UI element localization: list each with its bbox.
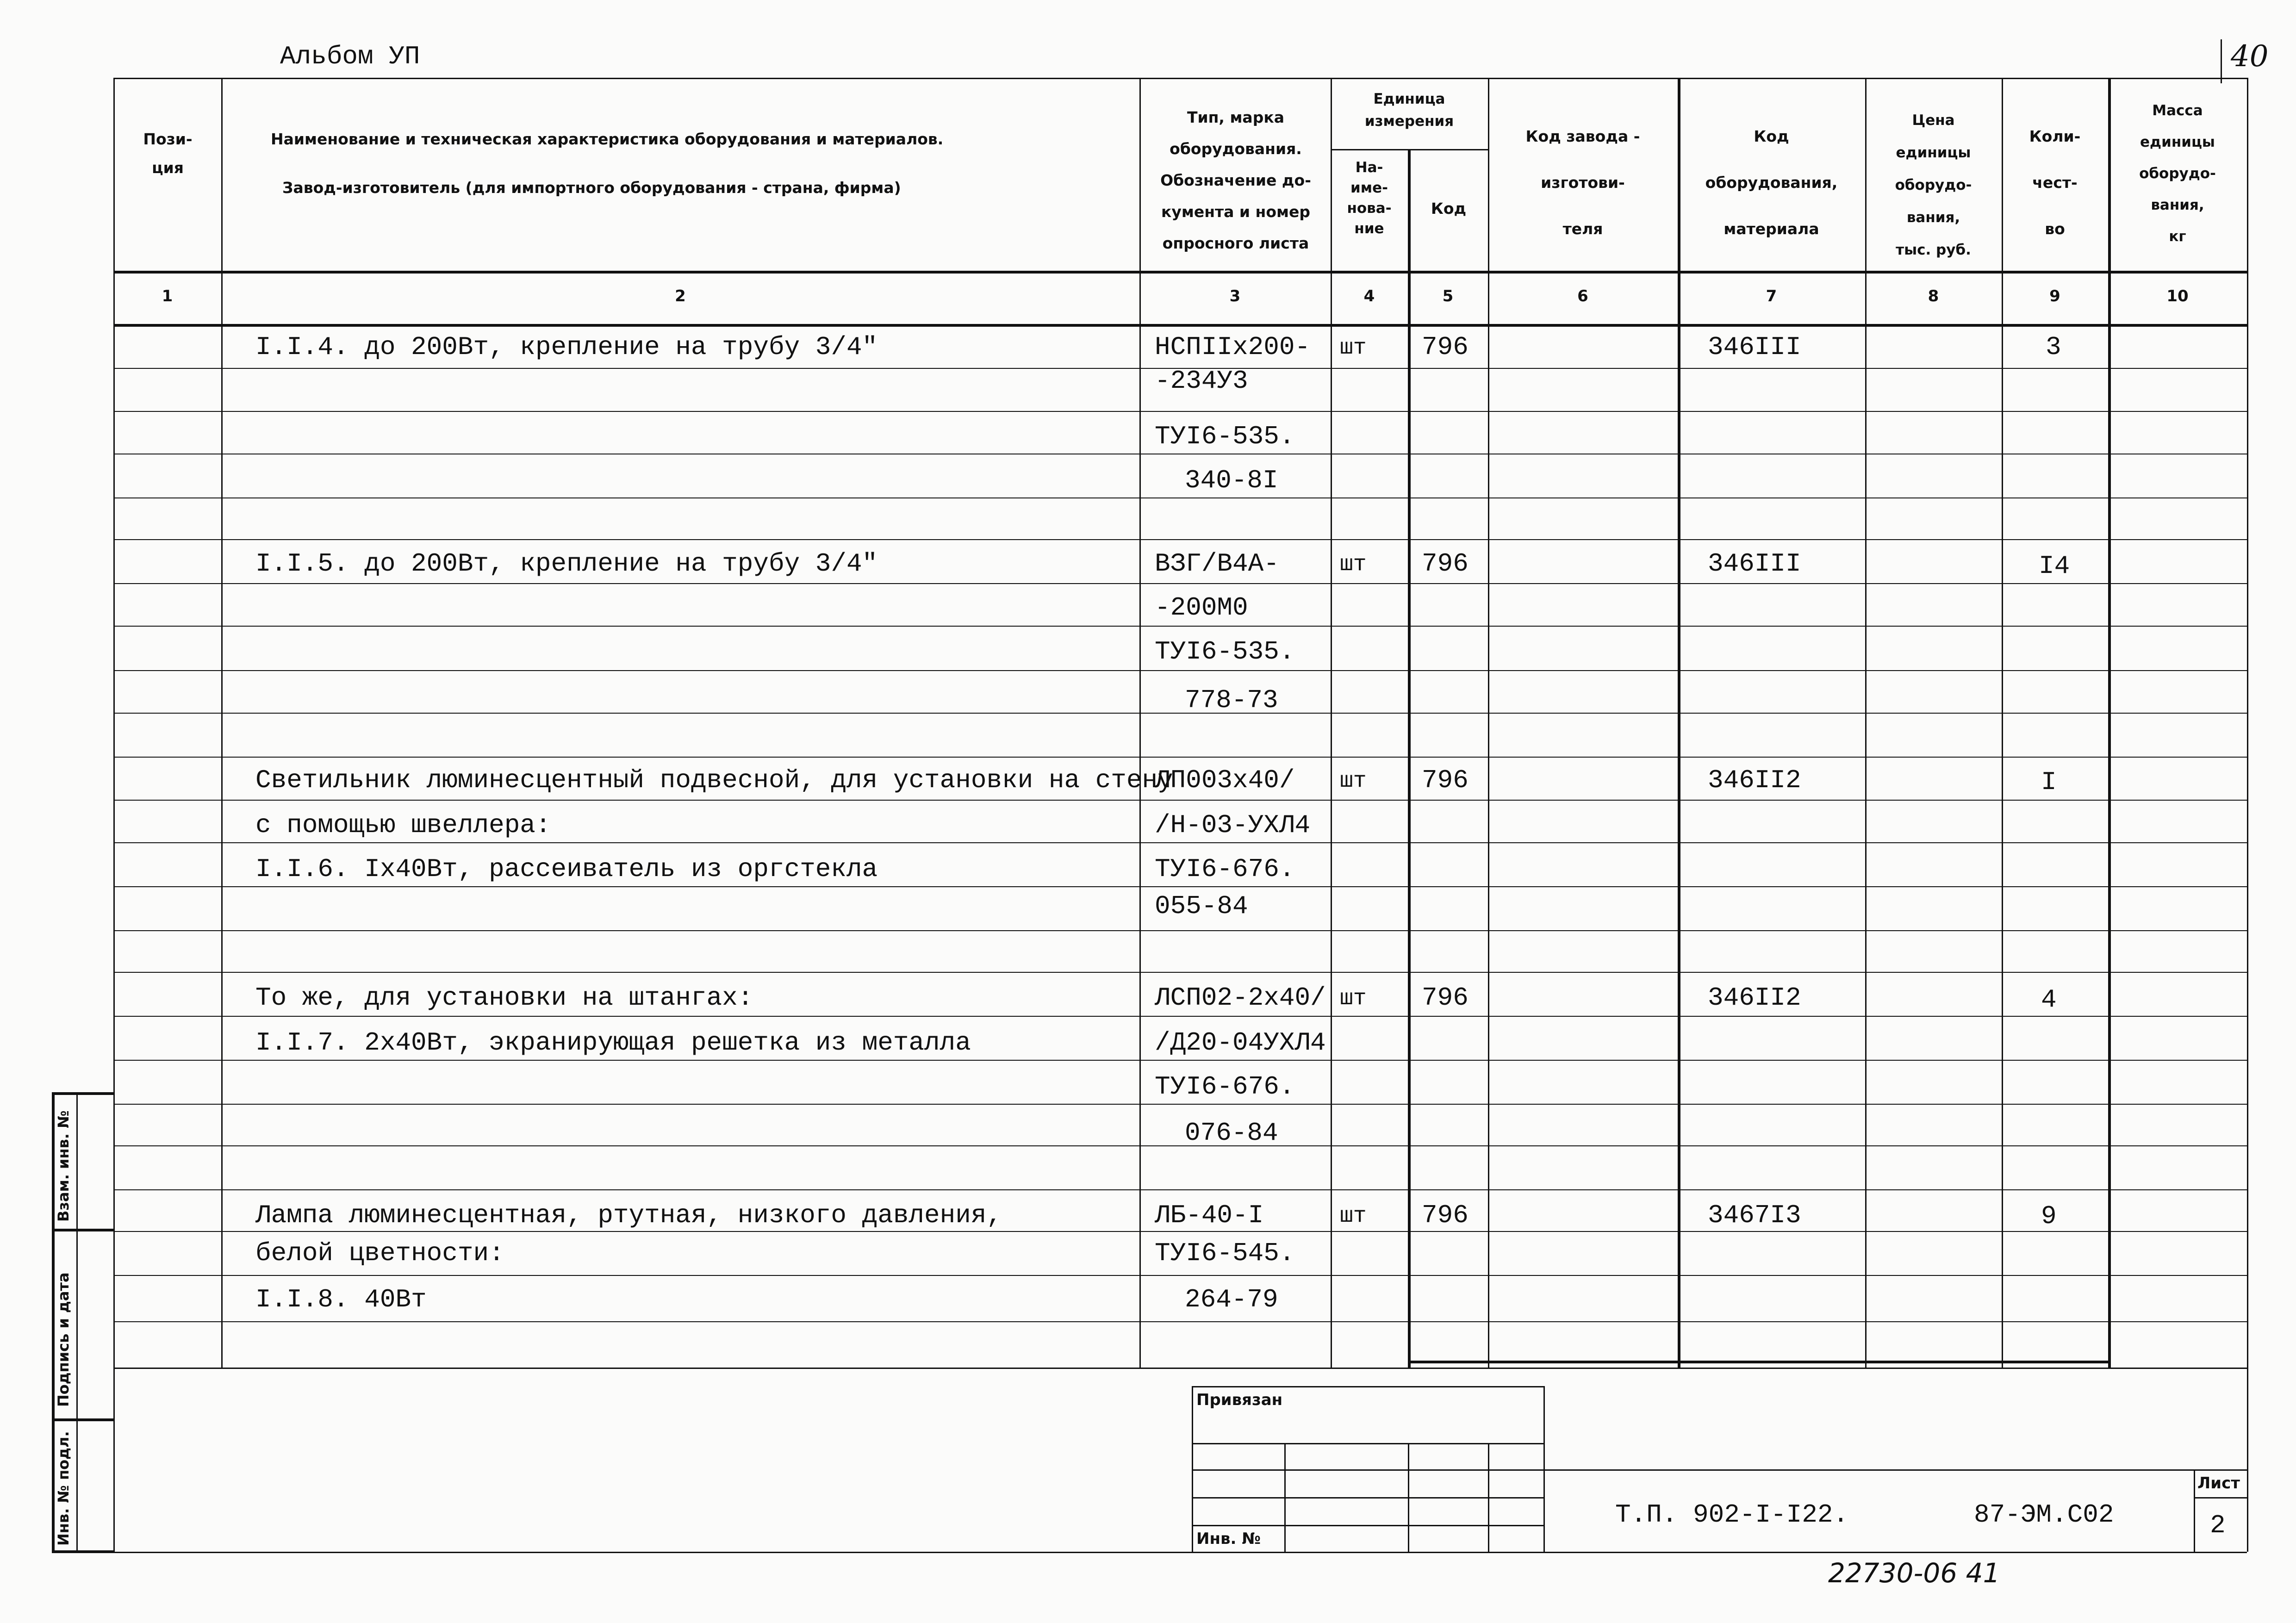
row-type: НСПIIx200- (1155, 332, 1311, 362)
row-equip: 346III (1708, 549, 1801, 578)
colnum-5: 5 (1442, 287, 1454, 305)
row-name: с помощью швеллера: (255, 810, 551, 840)
row-type: ТУI6-676. (1155, 1072, 1295, 1101)
colnum-4: 4 (1363, 287, 1375, 305)
row-type: 264-79 (1185, 1285, 1278, 1314)
row-qty: 3 (2046, 332, 2061, 362)
row-type: /Д20-04УХЛ4 (1155, 1028, 1326, 1057)
row-code: 796 (1422, 1200, 1468, 1230)
sheet-label: Лист (2197, 1474, 2240, 1492)
album-label: Альбом УП (280, 42, 420, 71)
side-label-podpis: Подпись и дата (55, 1272, 72, 1407)
row-type: 076-84 (1185, 1118, 1278, 1148)
row-code: 796 (1422, 983, 1468, 1013)
row-type: ВЗГ/В4А- (1155, 549, 1279, 578)
header-mass: Масса единицы оборудо- вания, кг (2139, 102, 2216, 245)
row-name: То же, для установки на штангах: (255, 983, 753, 1013)
row-qty: 4 (2041, 985, 2057, 1014)
row-name: Лампа люминесцентная, ртутная, низкого давления, (255, 1200, 1002, 1230)
doc-suffix: 87-ЭМ.С02 (1974, 1500, 2114, 1530)
row-type: ЛСП02-2х40/ (1155, 983, 1326, 1013)
row-equip: 346II2 (1708, 983, 1801, 1013)
row-type: -200М0 (1155, 593, 1248, 622)
stamp-privyazan: Привязан (1196, 1391, 1283, 1409)
row-equip: 346III (1708, 332, 1801, 362)
colnum-2: 2 (675, 287, 686, 305)
row-unit: шт (1340, 769, 1367, 794)
row-unit: шт (1340, 986, 1367, 1011)
header-name-line2: Завод-изготовитель (для импортного оборудования - страна, фирма) (282, 179, 901, 197)
stamp-inv-no: Инв. № (1196, 1530, 1261, 1548)
row-unit: шт (1340, 552, 1367, 577)
header-type: Тип, марка оборудования. Обозначение до- кумента и номер опросного листа (1160, 108, 1311, 252)
header-position: Пози- ция (143, 130, 193, 177)
colnum-6: 6 (1577, 287, 1588, 305)
row-equip: 346II2 (1708, 765, 1801, 795)
row-code: 796 (1422, 549, 1468, 578)
row-type: ТУI6-676. (1155, 854, 1295, 884)
row-type: ТУI6-535. (1155, 422, 1295, 451)
row-name: I.I.7. 2х40Вт, экранирующая решетка из металла (255, 1028, 971, 1057)
side-label-vzam: Взам. инв. № (55, 1110, 72, 1222)
row-qty: I (2041, 767, 2057, 797)
row-qty: I4 (2039, 551, 2070, 581)
colnum-7: 7 (1766, 287, 1777, 305)
row-type: ТУI6-535. (1155, 637, 1295, 666)
page-number: 40 (2231, 39, 2269, 74)
archive-number: 22730-06 41 (1828, 1557, 2000, 1589)
row-type: 778-73 (1185, 685, 1278, 715)
row-type: ЛБ-40-I (1155, 1200, 1264, 1230)
row-type: ЛП003х40/ (1155, 765, 1295, 795)
colnum-10: 10 (2166, 287, 2189, 305)
row-type: ТУI6-545. (1155, 1238, 1295, 1268)
sheet-number: 2 (2210, 1511, 2226, 1540)
header-qty: Коли- чест- во (2029, 127, 2081, 238)
colnum-9: 9 (2049, 287, 2060, 305)
doc-code: Т.П. 902-I-I22. (1615, 1500, 1849, 1530)
row-name: белой цветности: (255, 1238, 504, 1268)
row-type: 055-84 (1155, 891, 1248, 921)
header-price: Цена единицы оборудо- вания, тыс. руб. (1895, 112, 1972, 258)
row-type: -234У3 (1155, 366, 1248, 396)
header-unit-group: Единица измерения (1364, 91, 1454, 130)
row-unit: шт (1340, 1204, 1367, 1229)
header-unit-code: Код (1431, 199, 1467, 218)
row-name: I.I.8. 40Вт (255, 1285, 427, 1314)
row-unit: шт (1340, 336, 1367, 361)
row-code: 796 (1422, 332, 1468, 362)
row-type: 340-8I (1185, 466, 1278, 495)
row-name: I.I.6. Iх40Вт, рассеиватель из оргстекла (255, 854, 878, 884)
row-type: /Н-03-УХЛ4 (1155, 810, 1311, 840)
row-name: Светильник люминесцентный подвесной, для установки на стену (255, 765, 1173, 795)
colnum-1: 1 (162, 287, 173, 305)
row-name: I.I.4. до 200Вт, крепление на трубу 3/4" (255, 332, 878, 362)
row-name: I.I.5. до 200Вт, крепление на трубу 3/4" (255, 549, 878, 578)
row-equip: 3467I3 (1708, 1200, 1801, 1230)
header-name-line1: Наименование и техническая характеристика оборудования и материалов. (271, 130, 944, 148)
row-code: 796 (1422, 765, 1468, 795)
colnum-3: 3 (1229, 287, 1241, 305)
header-equip-code: Код оборудования, материала (1705, 127, 1838, 238)
colnum-8: 8 (1928, 287, 1939, 305)
header-maker-code: Код завода - изготови- теля (1525, 127, 1640, 238)
row-qty: 9 (2041, 1201, 2057, 1231)
header-unit-name: На- име- нова- ние (1347, 159, 1392, 237)
side-label-inv: Инв. № подл. (55, 1431, 72, 1546)
